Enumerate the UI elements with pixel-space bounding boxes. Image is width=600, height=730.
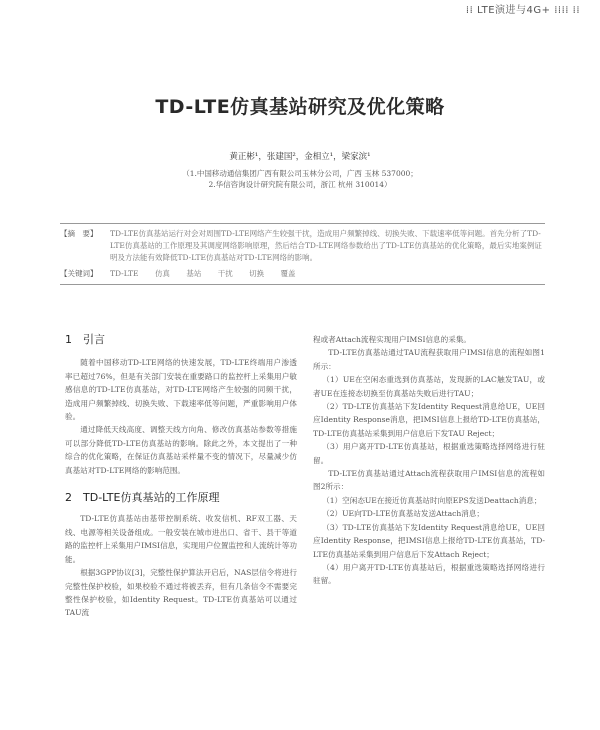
paper-title: TD-LTE仿真基站研究及优化策略 xyxy=(155,96,445,118)
affiliation-line: （1.中国移动通信集团广西有限公司玉林分公司，广西 玉林 537000； xyxy=(182,169,418,178)
keyword: TD-LTE xyxy=(110,269,139,278)
abstract-text: TD-LTE仿真基站运行对会对周围TD-LTE网络产生较强干扰，造成用户频繁掉线、切换失败、下载速率低等问题。首先分析了TD-LTE仿真基站的工作原理及其调度网络影响原理，然后结合TD-LTE网络参数给出了TD-LTE仿真基站的优化策略，最后实地案例证明及方法能有效降低TD-LTE仿真基站对TD-LTE网络的影响。 xyxy=(110,229,542,262)
abstract-box xyxy=(60,223,545,285)
keywords-row xyxy=(60,268,545,280)
paper-authors: 黄正彬¹，张建国²，金相立¹，梁家滨¹ xyxy=(229,152,371,162)
body-paragraph: 随着中国移动TD-LTE网络的快速发展，TD-LTE终端用户渗透率已超过76%，但是有关部门安装在重要路口的监控杆上采集用户敏感信息的TD-LTE仿真基站，对TD-LTE网络产生较强的同频干扰，造成用户频繁掉线、切换失败、下载速率低等问题，严重影响用户体验。 xyxy=(65,358,297,422)
list-item: （2）UE向TD-LTE仿真基站发送Attach消息； xyxy=(322,509,485,519)
left-column xyxy=(65,333,297,620)
keyword: 覆盖 xyxy=(280,269,296,278)
list-item: （1）空闲态UE在接近仿真基站时向原EPS发送Deattach消息； xyxy=(322,495,542,505)
keyword: 干扰 xyxy=(217,269,233,278)
abstract-label: 【摘 要】 xyxy=(60,229,98,238)
keyword: 切换 xyxy=(249,269,265,278)
body-paragraph: TD-LTE仿真基站由基带控制系统、收发信机、RF双工器、天线、电源等相关设备组成。一般安装在城市进出口、省干、县干等道路的监控杆上采集用户IMSI信息，实现用户位置监控和人流统计等功能。 xyxy=(65,514,297,564)
section-heading-introduction: 1 引言 xyxy=(65,333,105,346)
body-paragraph: 根据3GPP协议[3]，完整性保护算法开启后，NAS层信令将进行完整性保护校验，如果校验不通过将被丢弃，但有几条信令不需要完整性保护校验，如Identity Request。TD-LTE仿真基站可以通过TAU流 xyxy=(65,568,297,618)
affiliation-line: 2.华信咨询设计研究院有限公司，浙江 杭州 310014） xyxy=(208,180,392,189)
list-item: （1）UE在空闲态重选到仿真基站，发现新的LAC触发TAU，或者UE在连接态切换至仿真基站失败后进行TAU； xyxy=(313,375,545,398)
body-paragraph: TD-LTE仿真基站通过Attach流程获取用户IMSI信息的流程如图2所示： xyxy=(313,469,545,492)
right-column xyxy=(313,333,545,588)
list-item: （2）TD-LTE仿真基站下发Identity Request消息给UE，UE回应Identity Response消息，把IMSI信息上报给TD-LTE仿真基站，TD-LTE仿真基站采集到用户信息后下发TAU Reject； xyxy=(313,402,545,438)
body-paragraph: 通过降低天线高度、调整天线方向角、修改仿真基站参数等措施可以部分降低TD-LTE仿真基站的影响。除此之外，本文提出了一种综合的优化策略，在保证仿真基站采样量不变的情况下，尽量减少仿真基站对TD-LTE网络的影响范围。 xyxy=(65,425,297,475)
body-paragraph: TD-LTE仿真基站通过TAU流程获取用户IMSI信息的流程如图1所示： xyxy=(313,348,545,371)
list-item: （3）TD-LTE仿真基站下发Identity Request消息给UE，UE回应Identity Response，把IMSI信息上报给TD-LTE仿真基站，TD-LTE仿真基站采集到用户信息后下发Attach Reject； xyxy=(313,522,545,559)
list-item: （3）用户离开TD-LTE仿真基站，根据重选策略选择网络进行驻留。 xyxy=(313,442,545,465)
body-paragraph: 程或者Attach流程实现用户IMSI信息的采集。 xyxy=(313,335,472,344)
affiliations xyxy=(0,168,600,190)
list-item: （4）用户离开TD-LTE仿真基站后，根据重选策略选择网络进行驻留。 xyxy=(313,562,545,586)
abstract-row xyxy=(60,228,545,264)
keyword: 基站 xyxy=(186,269,202,278)
section-heading-principle: 2 TD-LTE仿真基站的工作原理 xyxy=(65,491,220,505)
running-header: ⁞⁞ LTE演进与4G+ ⁞⁞⁞⁞ ⁞⁞ xyxy=(465,5,580,16)
running-title: LTE演进与4G+ xyxy=(476,5,551,16)
keyword: 仿真 xyxy=(154,269,170,278)
keywords-list xyxy=(110,268,545,280)
keywords-label: 【关键词】 xyxy=(60,269,98,278)
